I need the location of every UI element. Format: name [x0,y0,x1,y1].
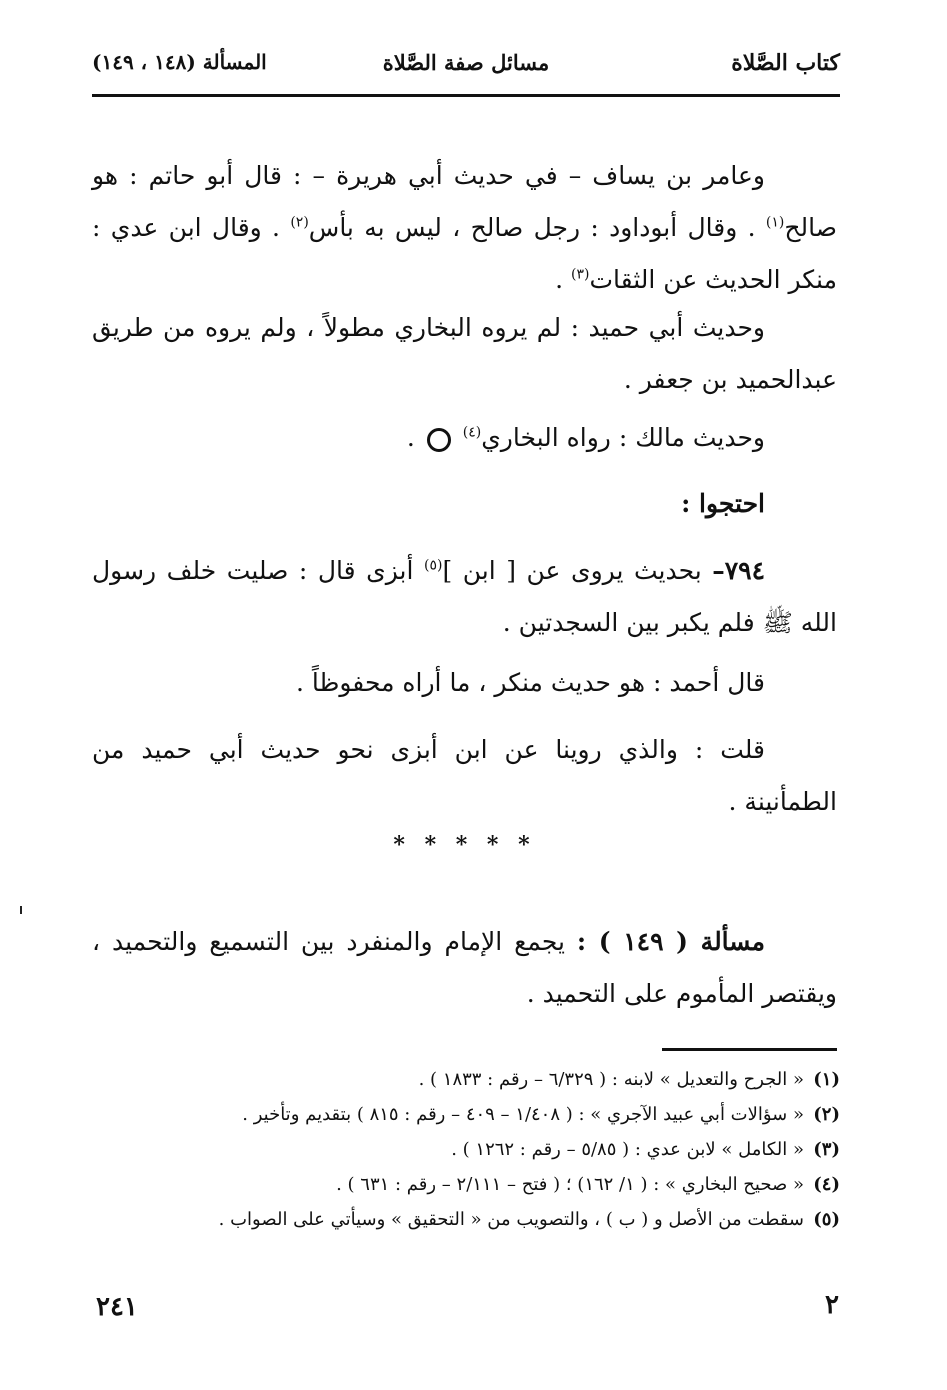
footnote-separator [662,1048,837,1051]
footnote-number: (٣) [813,1139,840,1160]
p4-text: احتجوا : [681,489,765,518]
footnote-ref-1: (١) [765,214,785,231]
footnote-ref-2: (٢) [290,214,309,231]
p1-text-b: . وقال أبوداود : رجل صالح ، ليس به بأس [308,213,766,242]
footnote-text: « سؤالات أبي عبيد الآجري » : ( ١/٤٠٨ – ٤٠٩ – رقم : ٨١٥ ) بتقديم وتأخير . [242,1104,804,1125]
footnote-ref-3: (٣) [570,266,590,283]
page-header [92,44,840,84]
paragraph-2 [92,302,837,406]
header-chapter-title: مسائل صفة الصَّلاة [382,50,550,75]
margin-mark [20,906,22,914]
p7-text: قلت : والذي روينا عن ابن أبزى نحو حديث أبي حميد من الطمأنينة . [92,735,837,816]
volume-number: ٢ [825,1290,839,1320]
paragraph-1 [92,150,837,306]
footnotes [92,1062,840,1237]
footnote-item [92,1097,840,1132]
p5-text-b: أبزى قال : صليت خلف رسول الله ﷺ فلم يكبر بين السجدتين . [92,556,837,637]
section-end-circle-icon [427,428,451,452]
footnote-ref-5: (٥) [423,557,443,574]
footnote-ref-4: (٤) [462,424,482,441]
p8-text: يجمع الإمام والمنفرد بين التسميع والتحميد ، ويقتصر المأموم على التحميد . [92,927,837,1008]
p1-text-c: . وقال ابن عدي : منكر الحديث عن الثقات [92,213,837,294]
paragraph-3 [92,412,837,464]
footnote-item [92,1132,840,1167]
header-issue-ref: المسألة (١٤٨ ، ١٤٩) [92,50,267,74]
hadith-number: ٧٩٤– [712,556,766,585]
footnote-item [92,1062,840,1097]
section-separator-stars: * * * * * [393,832,536,858]
p6-text: قال أحمد : هو حديث منكر ، ما أراه محفوظاً . [295,668,765,697]
issue-label: مسألة ( ١٤٩ ) : [576,927,765,956]
footnote-item [92,1167,840,1202]
footnote-number: (٢) [813,1104,840,1125]
paragraph-hadith-794 [92,545,837,649]
footnote-text: « الجرح والتعديل » لابنه : ( ٦/٣٢٩ – رقم : ١٨٣٣ ) . [418,1069,804,1090]
footnote-number: (١) [813,1069,840,1090]
paragraph-issue-149 [92,916,837,1020]
footnote-number: (٥) [813,1209,840,1230]
paragraph-ahmad [92,657,837,709]
footnote-text: « الكامل » لابن عدي : ( ٥/٨٥ – رقم : ١٢٦٢ ) . [451,1139,804,1160]
paragraph-author-note [92,724,837,828]
p5-text-a: بحديث يروى عن [ ابن ] [442,556,713,585]
paragraph-heading-evidence [92,478,837,530]
p3-text-a: وحديث مالك : رواه البخاري [481,423,765,452]
footnote-number: (٤) [813,1174,840,1195]
p3-text-b: . [406,423,423,452]
footnote-text: « صحيح البخاري » : ( ١/ ١٦٢) ؛ ( فتح – ٢/١١١ – رقم : ٦٣١ ) . [336,1174,804,1195]
p2-text: وحديث أبي حميد : لم يروه البخاري مطولاً ، ولم يروه من طريق عبدالحميد بن جعفر . [92,313,837,394]
header-rule [92,94,840,97]
p1-text-d: . [555,265,571,294]
p1-text-a: وعامر بن يساف – في حديث أبي هريرة – : قال أبو حاتم : هو صالح [92,161,837,242]
header-book-title: كتاب الصَّلاة [731,50,840,76]
footnote-item [92,1202,840,1237]
page-number: ٢٤١ [96,1292,138,1322]
footnote-text: سقطت من الأصل و ( ب ) ، والتصويب من « التحقيق » وسيأتي على الصواب . [218,1209,804,1230]
